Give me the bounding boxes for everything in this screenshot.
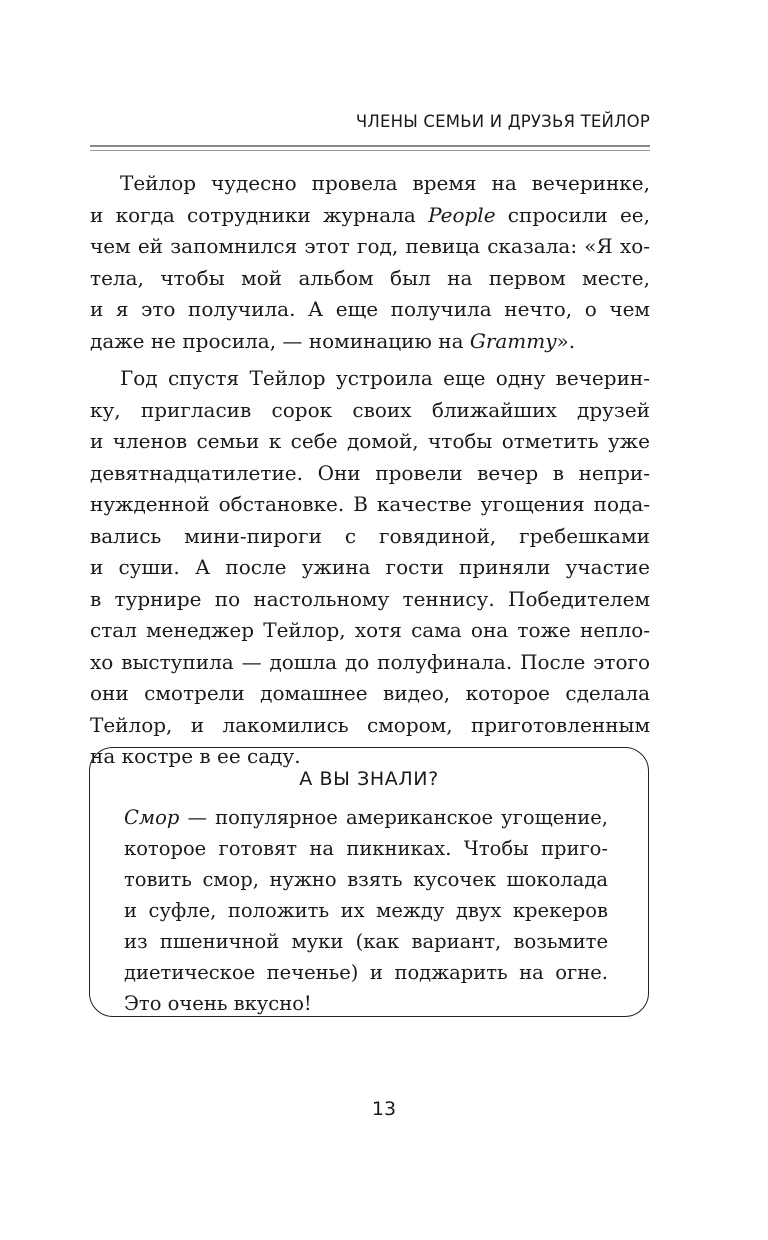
- text-line: Тейлор, и лакомились смором, приготовленным: [90, 712, 650, 737]
- text-line: Год спустя Тейлор устроила еще одну вечерин-: [120, 366, 650, 390]
- text-line: стал менеджер Тейлор, хотя сама она тоже непло-: [90, 618, 650, 642]
- running-header: ЧЛЕНЫ СЕМЬИ И ДРУЗЬЯ ТЕЙЛОР: [355, 112, 650, 131]
- text-line: и суши. А после ужина гости приняли участие: [90, 555, 650, 579]
- text-line: [90, 326, 650, 358]
- term-smor: Смор: [124, 806, 180, 829]
- text-fragment: ».: [556, 328, 576, 353]
- text-line: и я это получила. А еще получила нечто, о чем: [90, 297, 650, 321]
- text-line: которое готовят на пикниках. Чтобы приго-: [124, 837, 608, 860]
- page-number: 13: [371, 1098, 397, 1120]
- header-rule-thin: [90, 150, 650, 151]
- text-line: [124, 802, 608, 833]
- paragraph-1: [90, 168, 650, 357]
- text-line: товить смор, нужно взять кусочек шоколада: [124, 868, 608, 891]
- text-fragment: — популярное американское угощение,: [179, 806, 608, 829]
- paragraph-2: [90, 363, 650, 773]
- text-line: нужденной обстановке. В качестве угощения пода-: [90, 492, 650, 516]
- text-line: хо выступила — дошла до полуфинала. После этого: [90, 649, 650, 674]
- text-fragment: даже не просила, — номинацию на: [90, 328, 470, 353]
- text-line: [90, 200, 650, 232]
- text-line: и членов семьи к себе домой, чтобы отметить уже: [90, 429, 650, 453]
- text-line: девятнадцатилетие. Они провели вечер в непри-: [90, 460, 650, 485]
- text-line: Тейлор чудесно провела время на вечеринке,: [120, 171, 650, 195]
- text-line: в турнире по настольному теннису. Победителем: [90, 586, 650, 611]
- text-line: ку, пригласив сорок своих ближайших друзей: [90, 397, 650, 422]
- text-line: на костре в ее саду.: [90, 744, 301, 768]
- text-line: вались мини-пироги с говядиной, гребешками: [90, 523, 650, 548]
- callout-title: А ВЫ ЗНАЛИ?: [299, 768, 439, 790]
- body-text: [90, 168, 650, 773]
- text-line: они смотрели домашнее видео, которое сделала: [90, 681, 650, 705]
- text-line: Это очень вкусно!: [124, 992, 312, 1015]
- magazine-name: People: [428, 202, 496, 227]
- award-name: Grammy: [469, 328, 557, 353]
- text-line: чем ей запомнился этот год, певица сказала: «Я хо-: [90, 234, 650, 258]
- did-you-know-box: [89, 747, 649, 1017]
- text-line: диетическое печенье) и поджарить на огне.: [124, 961, 608, 984]
- text-line: и суфле, положить их между двух крекеров: [124, 899, 608, 922]
- text-fragment: спросили ее,: [495, 202, 650, 227]
- text-fragment: и когда сотрудники журнала: [90, 202, 429, 227]
- header-rule: [90, 145, 650, 147]
- text-line: тела, чтобы мой альбом был на первом месте,: [90, 265, 650, 290]
- callout-text: [124, 802, 608, 1019]
- text-line: из пшеничной муки (как вариант, возьмите: [124, 930, 608, 953]
